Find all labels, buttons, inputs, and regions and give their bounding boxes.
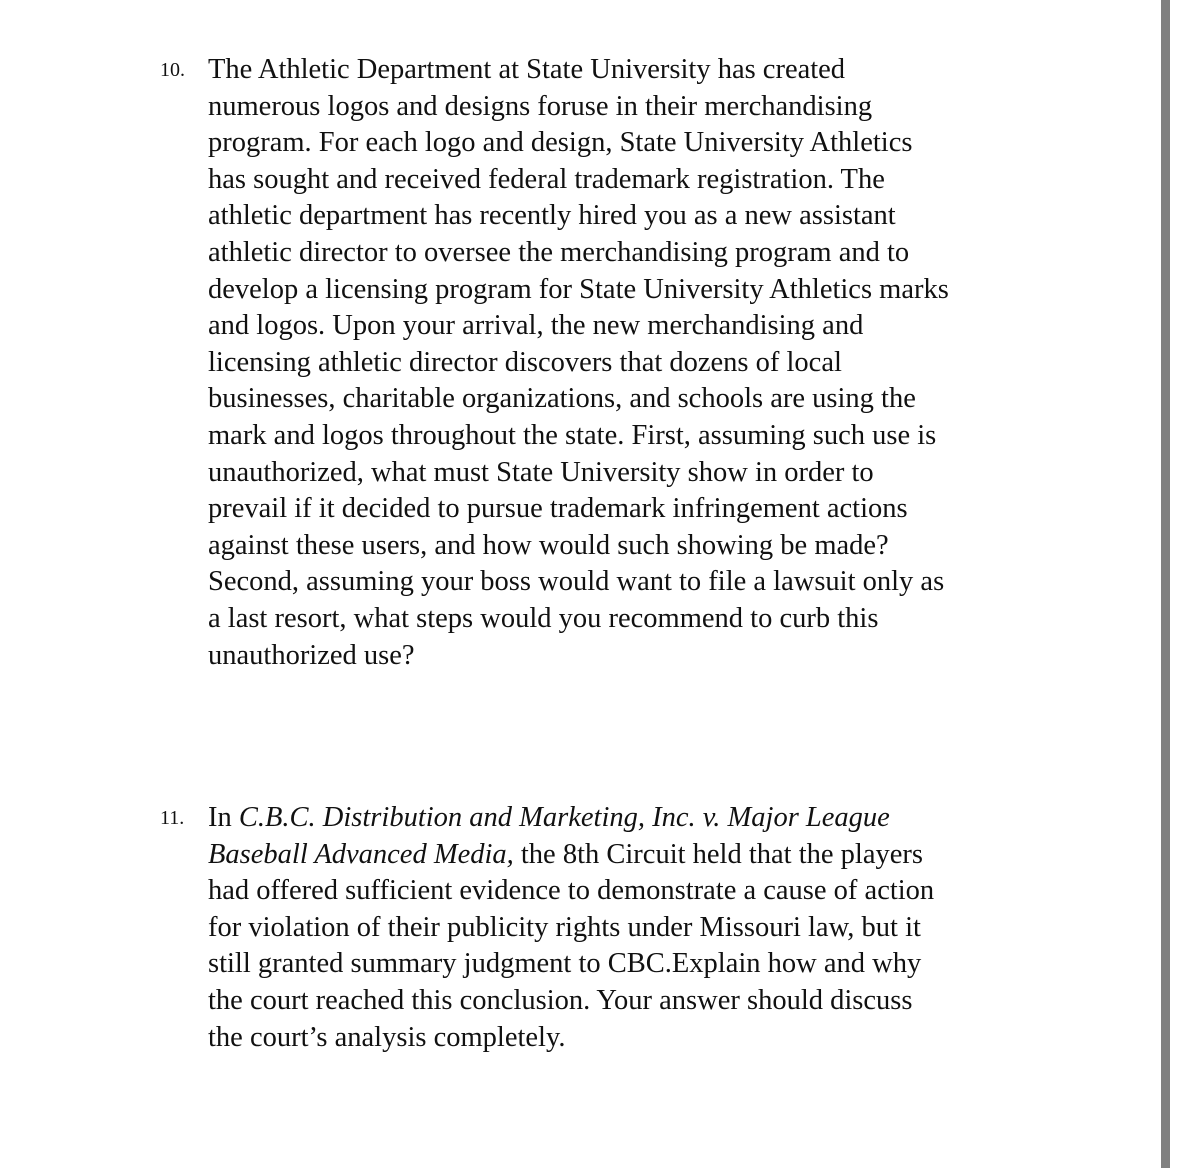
text-line: unauthorized, what must State University show in order to [208, 456, 874, 488]
text-line: and logos. Upon your arrival, the new merchandising and [208, 310, 864, 342]
question-text [208, 800, 1108, 1056]
text-segment: In [208, 802, 239, 833]
question-text [208, 52, 1108, 674]
text-line: unauthorized use? [208, 639, 415, 671]
text-line: numerous logos and designs foruse in their merchandising [208, 90, 873, 122]
text-line: had offered sufficient evidence to demonstrate a cause of action [208, 875, 935, 907]
text-line: The Athletic Department at State University has created [208, 54, 846, 85]
text-line: develop a licensing program for State University Athletics marks [208, 273, 949, 305]
scrollbar[interactable] [1161, 0, 1170, 1168]
question-number: 11. [160, 807, 185, 829]
text-line: for violation of their publicity rights under Missouri law, but it [208, 911, 921, 943]
case-name: C.B.C. Distribution and Marketing, Inc. v. Major League [238, 802, 890, 833]
text-line: the court reached this conclusion. Your answer should discuss [208, 984, 913, 1016]
text-line: has sought and received federal trademark registration. The [208, 163, 885, 195]
case-name: Baseball Advanced Media, [208, 838, 514, 870]
text-line: a last resort, what steps would you recommend to curb this [208, 602, 879, 634]
text-line: prevail if it decided to pursue trademark infringement actions [208, 493, 908, 525]
text-segment: the 8th Circuit held that the players [513, 838, 923, 870]
text-line: athletic department has recently hired you as a new assistant [208, 200, 896, 232]
text-line: athletic director to oversee the merchandising program and to [208, 236, 910, 268]
text-line: program. For each logo and design, State University Athletics [208, 127, 913, 159]
text-line: Second, assuming your boss would want to file a lawsuit only as [208, 566, 945, 598]
text-line: still granted summary judgment to CBC.Explain how and why [208, 948, 922, 980]
text-line: mark and logos throughout the state. First, assuming such use is [208, 419, 937, 451]
text-line [208, 800, 1108, 837]
text-line [208, 837, 1108, 874]
question-number: 10. [160, 59, 185, 81]
text-line: licensing athletic director discovers that dozens of local [208, 346, 842, 378]
text-line: the court’s analysis completely. [208, 1021, 566, 1053]
text-line: against these users, and how would such showing be made? [208, 529, 889, 561]
text-line: businesses, charitable organizations, and schools are using the [208, 383, 916, 415]
